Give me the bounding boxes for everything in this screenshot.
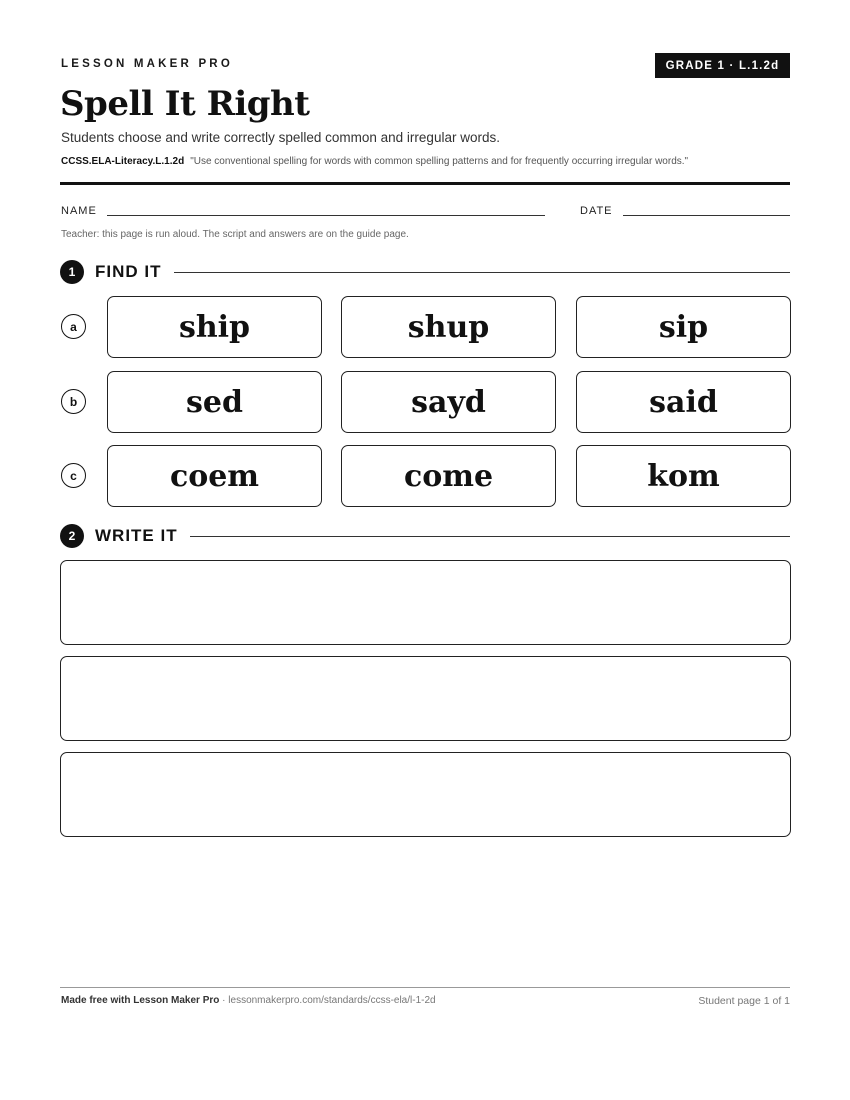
section-title: WRITE IT [95, 526, 178, 545]
section-rule [174, 272, 791, 273]
word-choice[interactable]: sed [107, 371, 322, 433]
section-find-it-header [60, 260, 790, 284]
section-write-it-header [60, 524, 790, 548]
page-subtitle: Students choose and write correctly spelled common and irregular words. [61, 130, 500, 145]
word-choice[interactable]: sayd [341, 371, 556, 433]
name-label: NAME [61, 205, 97, 217]
footer-divider [60, 987, 790, 988]
section-number-badge: 2 [60, 524, 84, 548]
standard-line [61, 156, 688, 167]
date-field[interactable] [623, 215, 790, 216]
standard-text: "Use conventional spelling for words with common spelling patterns and for frequently occurring irregular words." [190, 156, 689, 167]
section-number-badge: 1 [60, 260, 84, 284]
word-choice[interactable]: said [576, 371, 791, 433]
name-field[interactable] [107, 215, 545, 216]
word-choice[interactable]: kom [576, 445, 791, 507]
write-box-1[interactable] [60, 560, 791, 645]
footer-url: · lessonmakerpro.com/standards/ccss-ela/l-1-2d [222, 995, 436, 1006]
write-box-3[interactable] [60, 752, 791, 837]
footer-made-with: Made free with Lesson Maker Pro [61, 995, 220, 1006]
teacher-note: Teacher: this page is run aloud. The script and answers are on the guide page. [61, 229, 409, 240]
word-choice[interactable]: ship [107, 296, 322, 358]
row-letter-a: a [61, 314, 86, 339]
row-letter-c: c [61, 463, 86, 488]
grade-badge: GRADE 1 · L.1.2d [655, 53, 790, 78]
footer-credit [61, 995, 436, 1006]
word-choice[interactable]: coem [107, 445, 322, 507]
word-choice[interactable]: shup [341, 296, 556, 358]
row-letter-b: b [61, 389, 86, 414]
page-title: Spell It Right [60, 84, 310, 124]
word-choice[interactable]: sip [576, 296, 791, 358]
write-box-2[interactable] [60, 656, 791, 741]
standard-code: CCSS.ELA-Literacy.L.1.2d [61, 156, 185, 167]
section-rule [190, 536, 790, 537]
section-title: FIND IT [95, 262, 162, 281]
footer-page-number: Student page 1 of 1 [698, 995, 790, 1007]
word-choice[interactable]: come [341, 445, 556, 507]
brand-name: LESSON MAKER PRO [61, 58, 233, 70]
header-divider [60, 182, 790, 185]
date-label: DATE [580, 205, 613, 217]
